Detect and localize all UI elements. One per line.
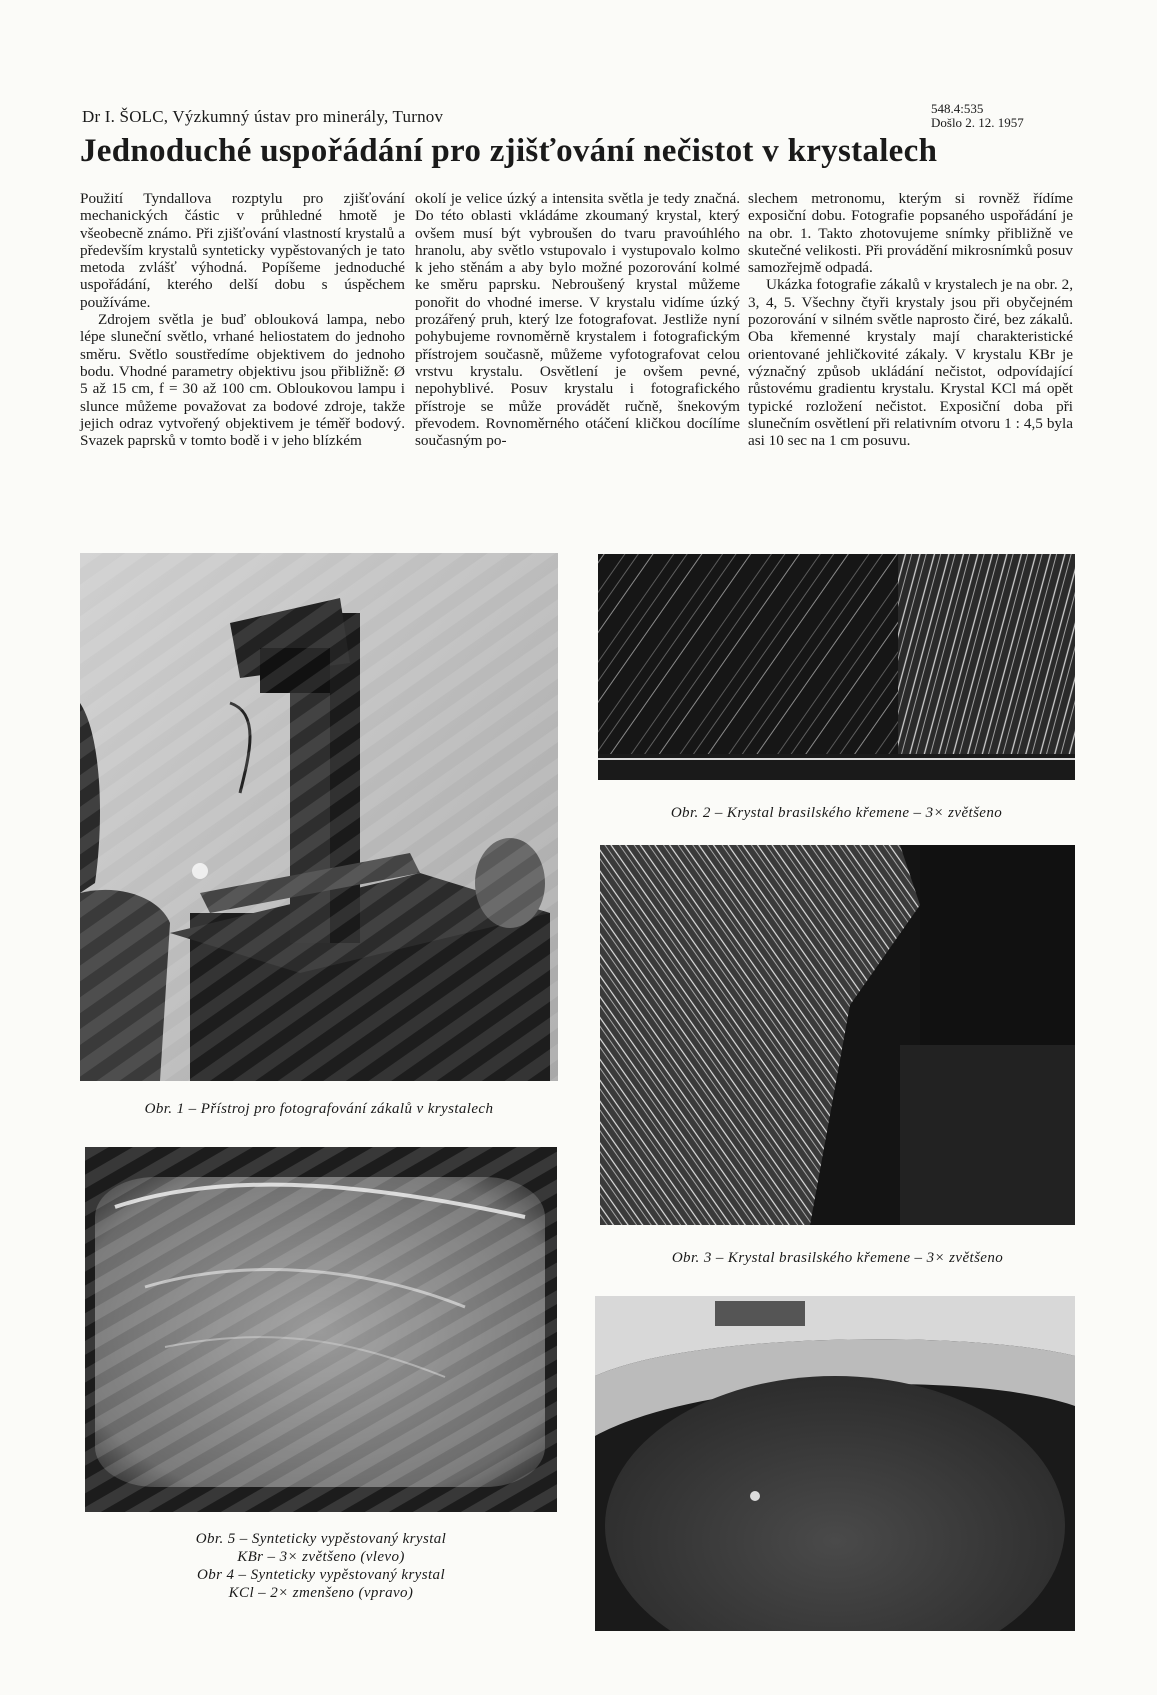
figure-2-caption: Obr. 2 – Krystal brasilského křemene – 3× zvětšeno [670, 805, 1003, 821]
text-column-1 [80, 190, 405, 449]
udc-code: 548.4:535 [931, 101, 984, 116]
figure-3-quartz-photo [600, 845, 1075, 1225]
text-column-2 [415, 190, 740, 449]
text-column-3 [748, 190, 1073, 449]
paragraph: slechem metronomu, kterým si rovněž řídíme exposiční dobu. Fotografie popsaného uspořádání je na obr. 1. Takto zhotovujeme snímky přibližně ve skutečné velikosti. Při provádění mikrosnímků posuv samozřejmě odpadá. [748, 190, 1073, 277]
paragraph: Použití Tyndallova rozptylu pro zjišťování mechanických částic v průhledné hmotě je všeobecně známo. Při zjišťování vlastností krystalů a především krystalů synteticky vypěstovaných je tato metoda zvlášť výhodná. Popíšeme jednoduché uspořádání, kterého delší dobu s úspěchem používáme. [80, 190, 405, 311]
figure-4-caption-line-2: KCl – 2× zmenšeno (vpravo) [228, 1585, 414, 1601]
figure-5-4-caption [85, 1530, 557, 1602]
figure-5-kbr-photo [85, 1147, 557, 1512]
paragraph: okolí je velice úzký a intensita světla je tedy značná. Do této oblasti vkládáme zkoumaný krystal, který ovšem musí být vybroušen do tvaru pravoúhlého hranolu, aby světlo vstupovalo i vystupovalo kolmo k jeho stěnám a aby bylo možné pozorování kolmé ke směru paprsku. Nebroušený krystal můžeme ponořit do vhodné imerse. V krystalu vidíme úzký prozářený pruh, který lze fotografovat. Jestliže nyní pohybujeme rovnoměrně krystalem i fotografickým přístrojem současně, můžeme vyfotografovat celou vrstvu krystalu. Osvětlení je ovšem pevné, nepohyblivé. Posuv krystalu i fotografického přístroje se může provádět ručně, šnekovým převodem. Rovnoměrného otáčení kličkou docílíme současným po- [415, 190, 740, 450]
article-title: Jednoduché uspořádání pro zjišťování nečistot v krystalech [80, 133, 938, 169]
author-line: Dr I. ŠOLC, Výzkumný ústav pro minerály, Turnov [82, 107, 444, 126]
figure-1-caption: Obr. 1 – Přístroj pro fotografování zákalů v krystalech [144, 1101, 494, 1117]
figure-4-caption-line-1: Obr 4 – Synteticky vypěstovaný krystal [196, 1567, 446, 1583]
figure-4-kcl-photo [595, 1296, 1075, 1631]
paragraph: Zdrojem světla je buď oblouková lampa, nebo lépe sluneční světlo, vrhané heliostatem do jednoho směru. Světlo soustředíme objektivem do jednoho bodu. Vhodné parametry objektivu jsou přibližně: Ø 5 až 15 cm, f = 30 až 100 cm. Obloukovou lampu i slunce můžeme považovat za bodové zdroje, takže jejich odraz vytvořený objektivem je téměř bodový. Svazek paprsků v tomto bodě i v jeho blízkém [80, 311, 405, 450]
paragraph: Ukázka fotografie zákalů v krystalech je na obr. 2, 3, 4, 5. Všechny čtyři krystaly jsou při obyčejném pozorování v silném světle naprosto čiré, bez zákalů. Oba křemenné krystaly mají charakteristické orientované jehličkovité zákaly. V krystalu KBr je význačný způsob ukládání nečistot, odpovídající růstovému gradientu krystalu. Krystal KCl má opět typické rozložení nečistot. Exposiční doba při slunečním osvětlení při relativním otvoru 1 : 4,5 byla asi 10 sec na 1 cm posuvu. [748, 276, 1073, 450]
figure-2-quartz-photo [598, 554, 1075, 780]
figure-3-caption: Obr. 3 – Krystal brasilského křemene – 3× zvětšeno [671, 1250, 1004, 1266]
figure-1-apparatus-photo [80, 553, 558, 1081]
figure-5-caption-line-1: Obr. 5 – Synteticky vypěstovaný krystal [195, 1531, 447, 1547]
classification-block [931, 102, 1024, 130]
received-date: Došlo 2. 12. 1957 [931, 115, 1024, 130]
figure-5-caption-line-2: KBr – 3× zvětšeno (vlevo) [237, 1549, 405, 1565]
